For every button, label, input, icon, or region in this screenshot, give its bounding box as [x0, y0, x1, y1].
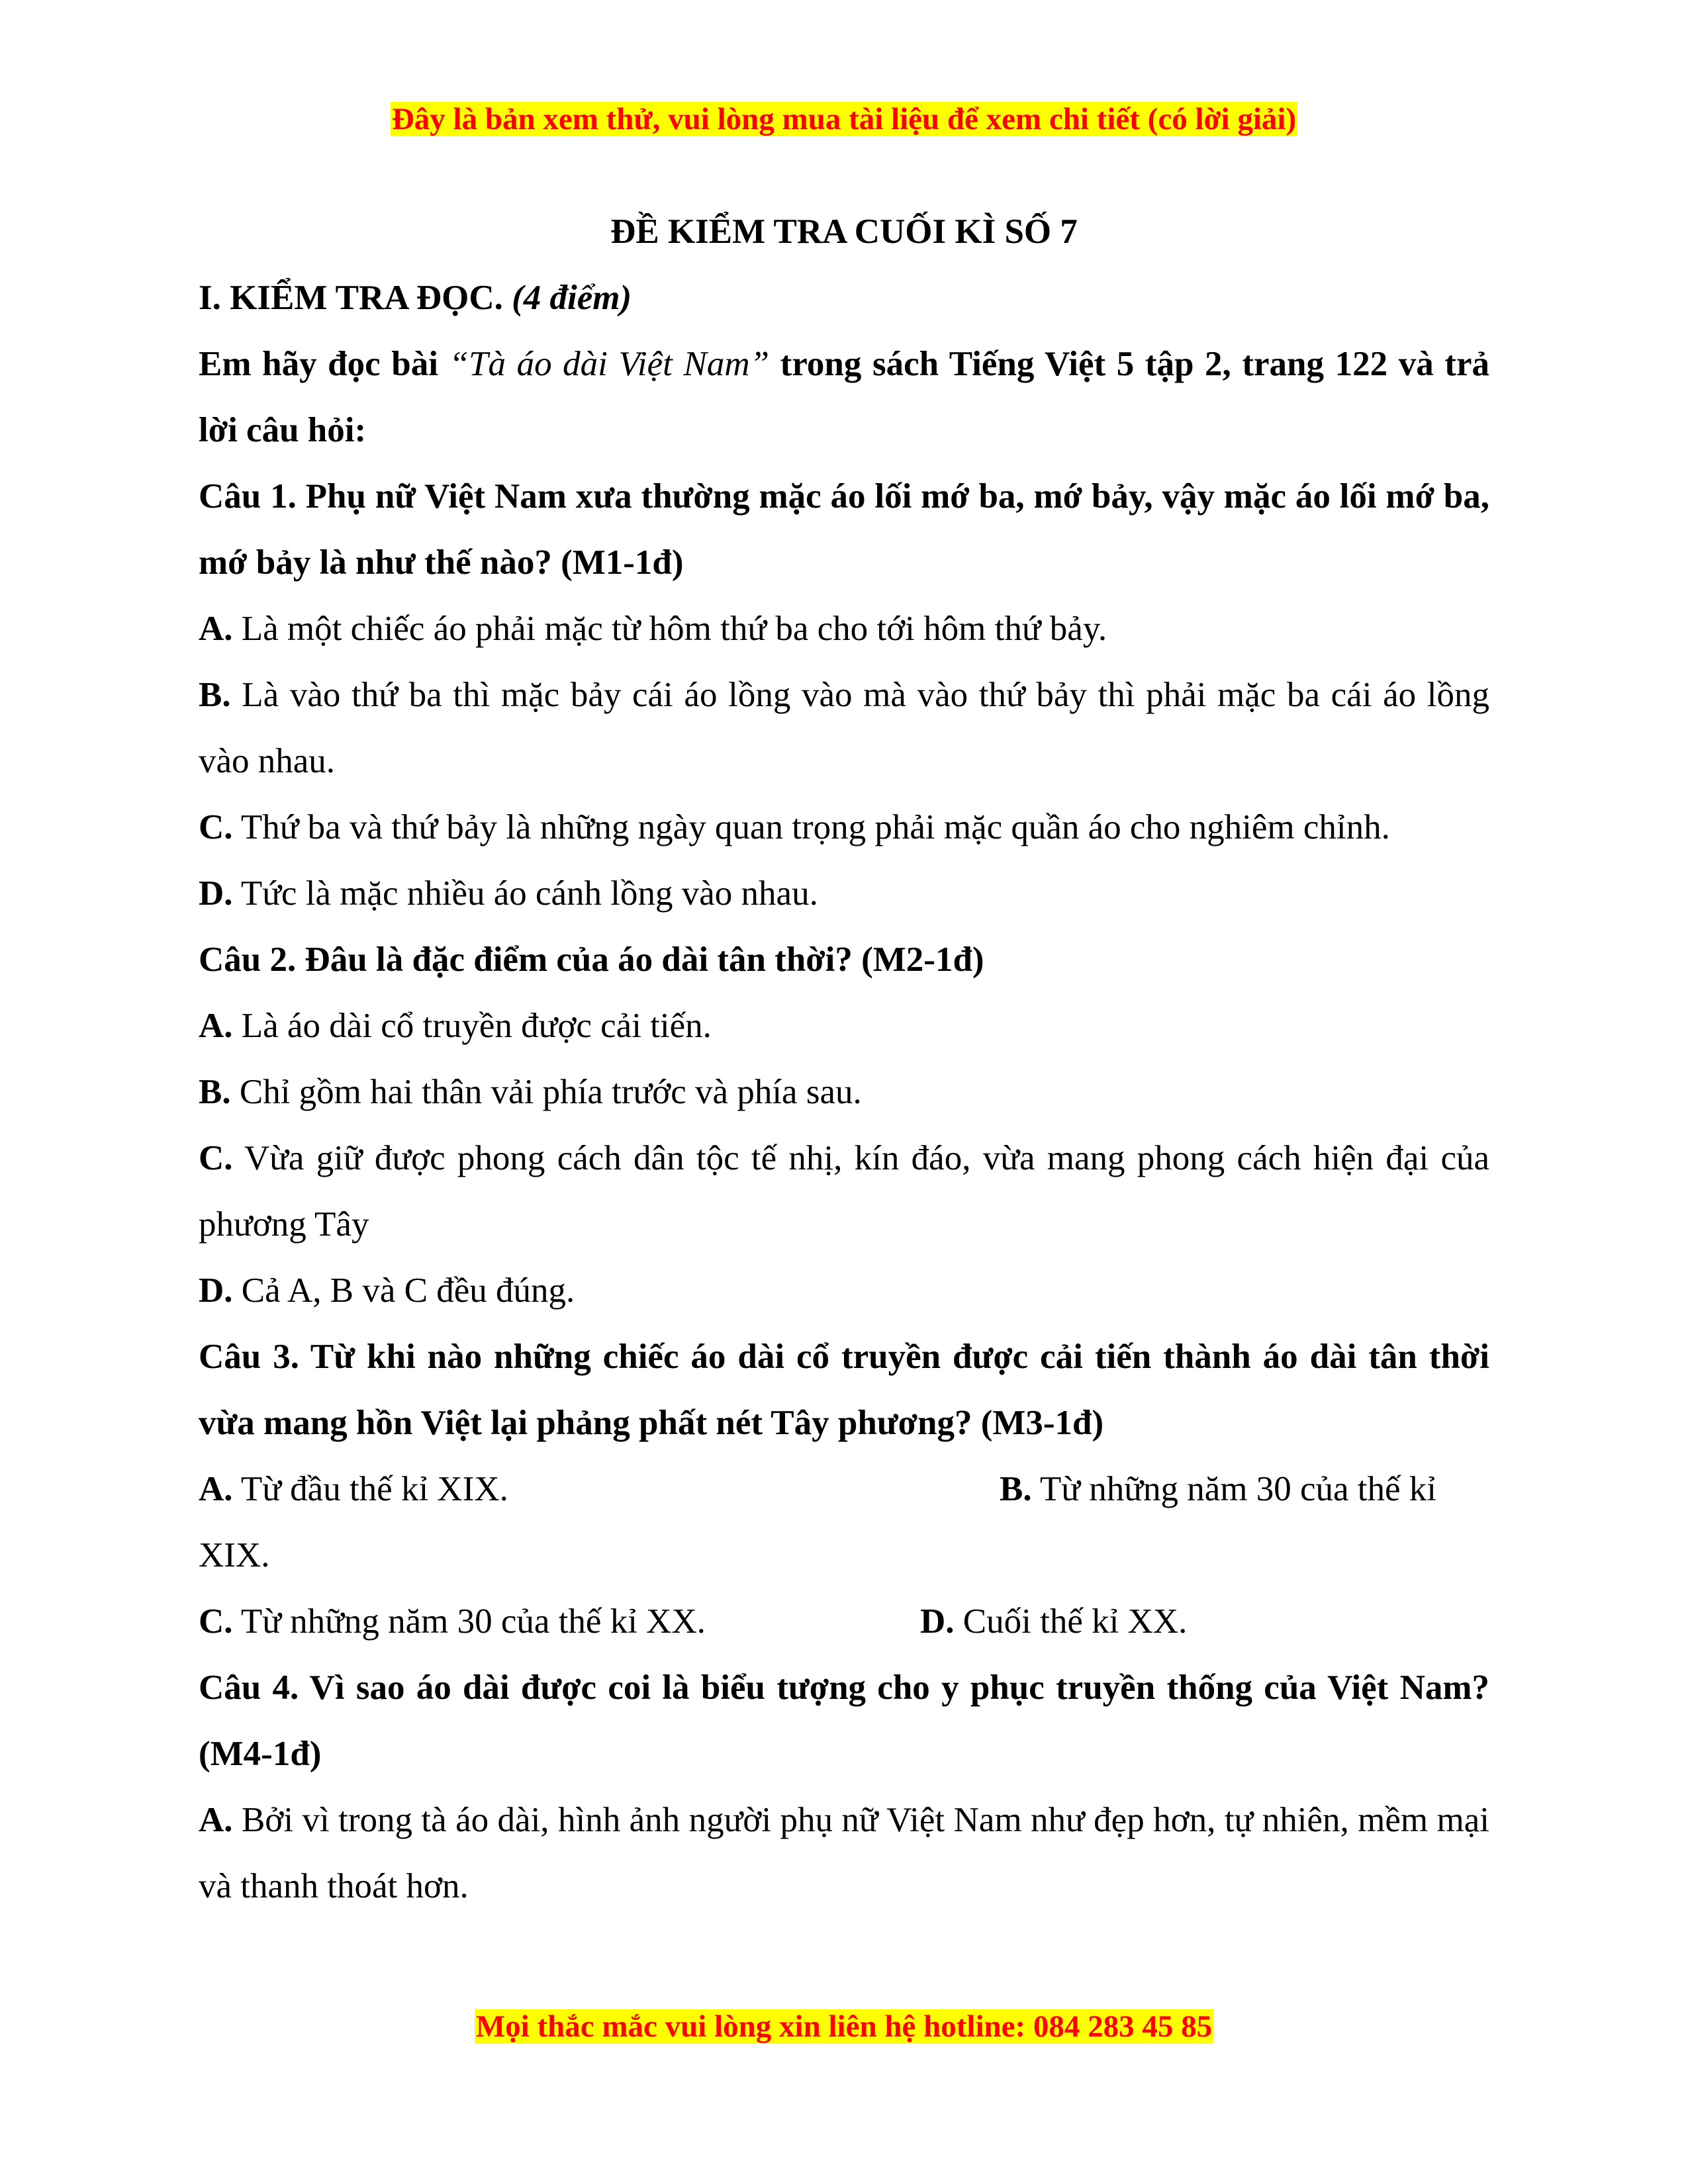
option-text: Bởi vì trong tà áo dài, hình ảnh người phụ nữ Việt Nam như đẹp hơn, tự nhiên, mềm mại và thanh thoát hơn.: [199, 1801, 1489, 1905]
option-text: Vừa giữ được phong cách dân tộc tế nhị, kín đáo, vừa mang phong cách hiện đại của phương Tây: [199, 1139, 1489, 1244]
option-letter: B.: [1000, 1470, 1032, 1508]
option-text: Là áo dài cổ truyền được cải tiến.: [232, 1007, 712, 1045]
option-text: Cả A, B và C đều đúng.: [232, 1271, 575, 1310]
option-text: Là một chiếc áo phải mặc từ hôm thứ ba cho tới hôm thứ bảy.: [232, 610, 1107, 648]
q1-option-c: [199, 794, 1489, 860]
instruction-pre: Em hãy đọc bài: [199, 345, 449, 383]
section-points: (4 điểm): [512, 279, 632, 317]
q3-option-d: [920, 1602, 1187, 1641]
q3-option-b-continued: XIX.: [199, 1536, 270, 1574]
question-2: Câu 2. Đâu là đặc điểm của áo dài tân thời? (M2-1đ): [199, 940, 984, 979]
option-text: Từ những năm 30 của thế kỉ: [1031, 1470, 1436, 1508]
option-text: Tức là mặc nhiều áo cánh lồng vào nhau.: [232, 874, 818, 913]
option-text: Chỉ gồm hai thân vải phía trước và phía sau.: [230, 1073, 862, 1111]
option-letter: A.: [199, 1007, 233, 1045]
question-3: Câu 3. Từ khi nào những chiếc áo dài cổ truyền được cải tiến thành áo dài tân thời vừa mang hồn Việt lại phảng phất nét Tây phương? (M3-1đ): [199, 1338, 1489, 1442]
option-text: Từ đầu thế kỉ XIX.: [232, 1470, 508, 1508]
option-letter: A.: [199, 610, 233, 648]
option-letter: B.: [199, 1073, 231, 1111]
question-1: Câu 1. Phụ nữ Việt Nam xưa thường mặc áo lối mớ ba, mớ bảy, vậy mặc áo lối mớ ba, mớ bảy là như thế nào? (M1-1đ): [199, 477, 1489, 582]
q4-option-a: [199, 1787, 1489, 1919]
preview-notice-banner: [0, 99, 1688, 139]
option-text: Là vào thứ ba thì mặc bảy cái áo lồng vào mà vào thứ bảy thì phải mặc ba cái áo lồng vào nhau.: [199, 676, 1489, 780]
q3-options-row-ab: [199, 1456, 1489, 1522]
section-heading: [199, 265, 1489, 331]
q2-option-b: [199, 1059, 1489, 1125]
reading-instruction: [199, 331, 1489, 463]
option-letter: D.: [199, 874, 233, 913]
option-letter: A.: [199, 1801, 233, 1839]
q1-option-d: [199, 860, 1489, 927]
option-letter: D.: [199, 1271, 233, 1310]
option-letter: B.: [199, 676, 231, 714]
exam-title: ĐỀ KIỂM TRA CUỐI KÌ SỐ 7: [610, 212, 1078, 251]
option-letter: C.: [199, 1139, 233, 1177]
q1-option-a: [199, 596, 1489, 662]
instruction-post: trong sách Tiếng Việt 5 tập 2, trang 122 và trả lời câu hỏi:: [199, 345, 1489, 449]
q3-options-row-cd: [199, 1588, 1489, 1655]
document-content: [199, 199, 1489, 1919]
preview-notice-text: Đây là bản xem thử, vui lòng mua tài liệu để xem chi tiết (có lời giải): [391, 102, 1297, 136]
option-letter: C.: [199, 1602, 233, 1641]
q2-option-c: [199, 1125, 1489, 1257]
option-letter: A.: [199, 1470, 233, 1508]
q3-option-c: [199, 1588, 920, 1655]
question-4: Câu 4. Vì sao áo dài được coi là biểu tượng cho y phục truyền thống của Việt Nam?(M4-1đ): [199, 1668, 1489, 1773]
q3-option-b: [1000, 1456, 1489, 1522]
q2-option-d: [199, 1257, 1489, 1324]
hotline-banner: [0, 2007, 1688, 2046]
q1-option-b: [199, 662, 1489, 794]
instruction-book-title: “Tà áo dài Việt Nam”: [449, 345, 770, 383]
section-heading-text: I. KIỂM TRA ĐỌC.: [199, 279, 503, 317]
hotline-text: Mọi thắc mắc vui lòng xin liên hệ hotline: 084 283 45 85: [475, 2009, 1213, 2044]
option-text: Từ những năm 30 của thế kỉ XX.: [232, 1602, 706, 1641]
q2-option-a: [199, 993, 1489, 1059]
option-text: Thứ ba và thứ bảy là những ngày quan trọng phải mặc quần áo cho nghiêm chỉnh.: [232, 808, 1390, 846]
option-letter: C.: [199, 808, 233, 846]
option-letter: D.: [920, 1602, 955, 1641]
q3-option-a: [199, 1456, 508, 1522]
option-text: Cuối thế kỉ XX.: [954, 1602, 1188, 1641]
